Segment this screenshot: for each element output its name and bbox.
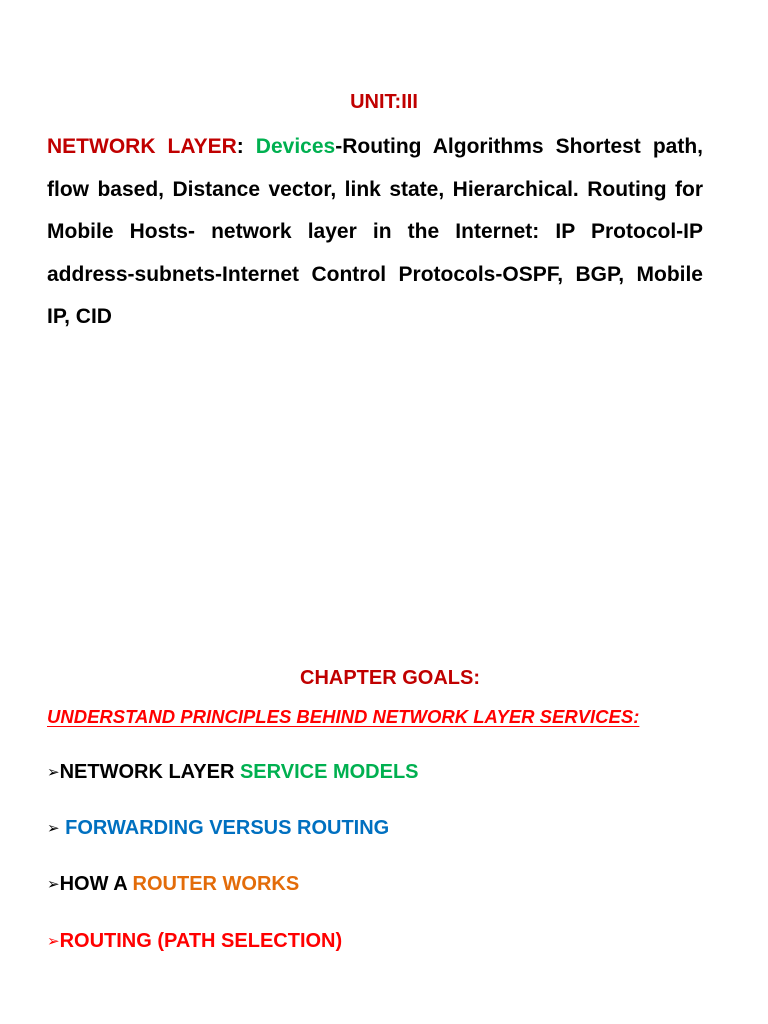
unit-title: UNIT:III: [350, 91, 418, 113]
syllabus-body: -Routing Algorithms Shortest path, flow based, Distance vector, link state, Hierarchical. Routing for Mobile Hosts- network layer in the Internet: IP Protocol-IP address-subnets-Internet Control Protocols-OSPF, BGP, Mobile IP, CID: [47, 135, 703, 328]
goal-highlight: ROUTER WORKS: [132, 873, 300, 895]
syllabus-paragraph: [47, 126, 703, 339]
goal-prefix: HOW A: [59, 873, 133, 895]
goal-highlight: FORWARDING VERSUS ROUTING: [65, 817, 390, 839]
goal-prefix: NETWORK LAYER: [59, 761, 240, 783]
understand-principles-line: UNDERSTAND PRINCIPLES BEHIND NETWORK LAYER SERVICES:: [47, 706, 640, 727]
arrow-bullet-icon: ➢: [47, 932, 60, 950]
goal-highlight: SERVICE MODELS: [239, 761, 419, 783]
syllabus-heading: NETWORK LAYER: [47, 135, 237, 158]
arrow-bullet-icon: ➢: [47, 875, 60, 893]
goal-prefix: ROUTING (PATH SELECTION): [59, 930, 343, 952]
goal-item-service-models: [47, 761, 419, 784]
chapter-goals-title: CHAPTER GOALS:: [300, 667, 480, 689]
arrow-bullet-icon: ➢: [47, 819, 60, 837]
syllabus-devices: Devices: [255, 135, 336, 158]
arrow-bullet-icon: ➢: [47, 763, 60, 781]
goal-item-forwarding: [47, 817, 389, 840]
goal-item-routing: [47, 930, 342, 953]
goal-item-router-works: [47, 873, 299, 896]
syllabus-colon: :: [236, 135, 256, 158]
